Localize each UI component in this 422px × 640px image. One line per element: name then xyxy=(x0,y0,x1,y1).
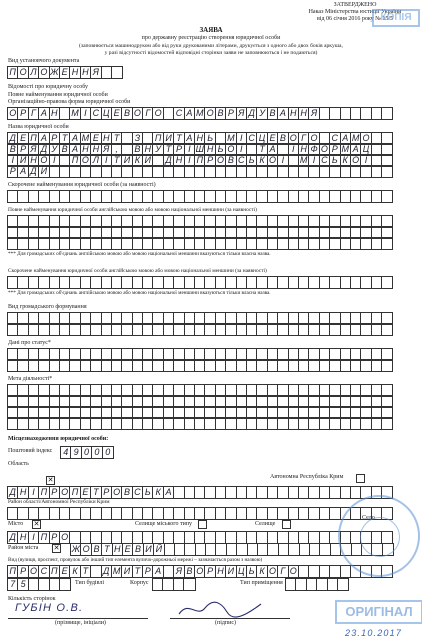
footnote-1: *** Для громадських об'єднань англійською мовою або мовою національної меншини вказуються тільки власна назва. xyxy=(8,251,271,257)
approval-line3: від 06 січня 2016 року № 15/5 xyxy=(316,16,394,22)
short-name-foreign-label: Скорочене найменування юридичної особи англійською мовою або мовою національної меншини (за наявності) xyxy=(8,268,267,274)
town-label: Село xyxy=(362,515,375,521)
org-form-value xyxy=(10,107,222,117)
premises-cells[interactable] xyxy=(285,578,349,591)
city-checkbox[interactable]: ✕ xyxy=(33,521,40,528)
approval-line1: ЗАТВЕРДЖЕНО xyxy=(333,2,377,8)
activity-goals-label: Мета діяльності* xyxy=(8,376,53,382)
full-name-foreign-label: Повне найменування юридичної особи англійською мовою або мовою національної меншини (за наявності) xyxy=(8,207,257,213)
street-value xyxy=(10,565,209,575)
formation-type-label: Вид громадського формування xyxy=(8,304,87,310)
form-note-1: (заповнюється машинодруком або від руки друкованими літерами, друкується з одного або двох боків аркуша, xyxy=(79,43,343,49)
status-label: Дані про статус* xyxy=(8,340,51,346)
district-label: Район області/Автономної Республіки Крим xyxy=(8,499,110,505)
status-cells-2[interactable] xyxy=(7,359,393,372)
corpus-cells[interactable] xyxy=(152,578,196,591)
city-type-checkbox[interactable] xyxy=(198,520,207,529)
form-note-2: у разі відсутності відомостей відповідні сторінки заяви не заповнюються і не подаються) xyxy=(104,50,318,56)
crimea-checkbox[interactable] xyxy=(356,474,365,483)
premises-label: Тип приміщення xyxy=(240,580,283,586)
city-district-value xyxy=(74,543,142,553)
city-value xyxy=(10,531,52,541)
doc-type-label: Вид установчого документа xyxy=(8,58,80,64)
city-label: Місто xyxy=(8,521,24,527)
name-row-2[interactable]: В Р Я Д У В А Н Н Я , В Н У Т Р І Ш Н Ь О Ї Т А І Н Ф О Р М А Ц xyxy=(7,143,393,156)
village-label: Селище xyxy=(255,521,276,527)
formation-type-cells-2[interactable] xyxy=(7,323,393,336)
postal-code-cells[interactable]: 4 9 0 0 0 xyxy=(60,446,114,459)
building-value xyxy=(10,578,22,588)
city-district-cells[interactable]: Ж О В Т Н Е В И Й xyxy=(70,543,394,556)
signature-icon xyxy=(175,598,265,620)
name-row-1[interactable]: Д Е П А Р Т А М Е Н Т З П И Т А Н Ь М І С Ц Е В О Г О С А М О xyxy=(7,132,393,145)
official-seal xyxy=(338,495,420,577)
postal-code-label: Поштовий індекс xyxy=(8,448,53,454)
form-subtitle: про державну реєстрацію створення юридичної особи xyxy=(141,35,281,41)
building-cells[interactable]: 7 5 xyxy=(7,578,71,591)
full-name-label: Повне найменування юридичної особи xyxy=(8,92,108,98)
signature-label: (підпис) xyxy=(215,620,237,626)
full-name-foreign-cells-3[interactable] xyxy=(7,237,393,250)
region-value xyxy=(10,486,125,496)
org-form-cells[interactable]: О Р Г А Н М І С Ц Е В О Г О С А М О В Р Я Д У В А Н Н Я xyxy=(7,107,393,120)
corpus-label: Корпус xyxy=(130,580,149,586)
city-district-label: Район міста xyxy=(8,545,39,551)
doc-type-cells[interactable]: П О Л О Ж Е Н Н Я xyxy=(7,66,123,79)
city-type-label: Селище міського типу xyxy=(135,521,193,527)
building-label: Тип будівлі xyxy=(75,580,105,586)
org-form-label: Організаційно-правова форма юридичної особи xyxy=(8,99,131,105)
copy-stamp: КОПІЯ xyxy=(372,9,420,27)
city-cells[interactable]: Д Н І П Р О xyxy=(7,531,393,544)
doc-type-value xyxy=(10,66,80,76)
short-name-cells[interactable] xyxy=(7,190,393,203)
short-name-label: Скорочене найменування юридичної особи (за наявності) xyxy=(8,182,156,188)
region-label: Область xyxy=(8,461,29,467)
postal-code-value xyxy=(62,446,93,456)
footnote-2: *** Для громадських об'єднань англійською мовою або мовою національної меншини вказуються тільки власна назва. xyxy=(8,290,271,296)
region-cells[interactable]: Д Н І П Р О П Е Т Р О В С Ь К А xyxy=(7,486,393,499)
street-cells[interactable]: П Р О С П Е К Т Д М И Т Р А Я В О Р Н И Ц Ь К О Г О xyxy=(7,565,393,578)
name-caption: (прізвище, ініціали) xyxy=(55,620,106,626)
name-row-4[interactable]: Р А Д И xyxy=(7,165,393,178)
approval-line2: Наказ Міністерства юстиції України xyxy=(308,9,402,15)
pages-label: Кількість сторінок xyxy=(8,596,56,602)
section-label: Відомості про юридичну особу xyxy=(8,84,89,90)
name-label: Назва юридичної особи xyxy=(8,124,69,130)
region-checkbox[interactable]: ✕ xyxy=(47,477,54,484)
short-name-foreign-cells[interactable] xyxy=(7,276,393,289)
village-checkbox[interactable] xyxy=(282,520,291,529)
stamp-date: 23.10.2017 xyxy=(345,628,403,638)
activity-goals-cells-4[interactable] xyxy=(7,417,393,430)
name-row-3[interactable]: І Й Н О Ї П О Л І Т И К И Д Н І П Р О В С Ь К О Ї М І С Ь К О Ї xyxy=(7,154,393,167)
street-type-label: Вид (вулиця, проспект, провулок або інший тип елемента вуличо-дорожньої мережі – зазначається разом з назвою) xyxy=(8,557,263,563)
original-stamp: ОРИГІНАЛ xyxy=(335,600,422,624)
location-label: Місцезнаходження юридичної особи: xyxy=(8,436,109,442)
district-cells[interactable] xyxy=(7,507,393,520)
form-title: ЗАЯВА xyxy=(199,26,223,34)
crimea-label: Автономна Республіка Крим xyxy=(270,474,344,480)
city-district-checkbox[interactable]: ✕ xyxy=(53,545,60,552)
signer-name: ГУБІН О.В. xyxy=(15,602,84,614)
